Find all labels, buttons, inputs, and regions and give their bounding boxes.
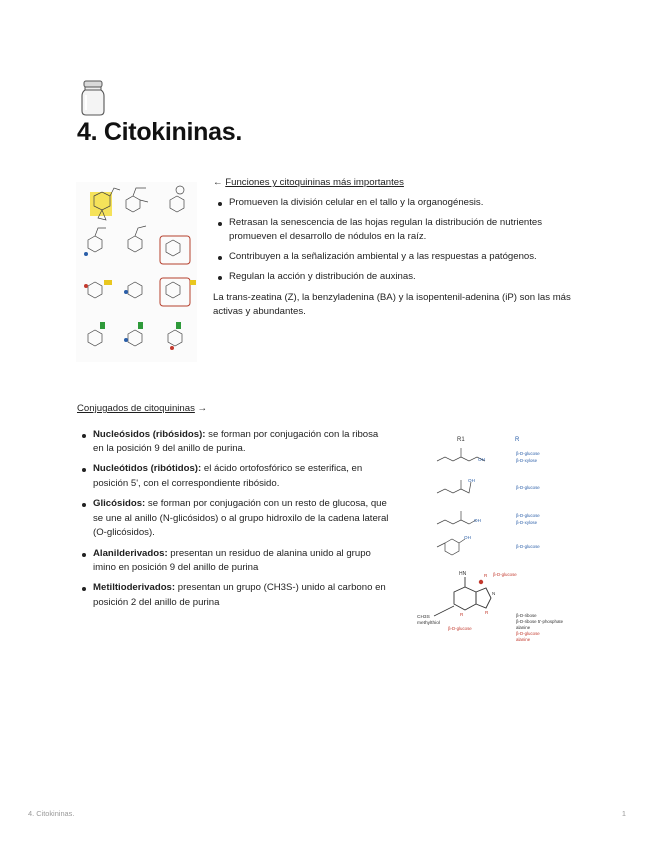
label: alanine	[516, 625, 531, 630]
label: β-D-xylose	[516, 520, 538, 525]
svg-text:N: N	[492, 591, 496, 596]
list-item-text: el ácido ortofosfórico se esterifica, en posición 5', con el correspondiente ribósido.	[93, 463, 363, 489]
list-item-term: Nucleótidos (ribótidos):	[93, 463, 202, 475]
svg-text:R: R	[460, 612, 464, 617]
svg-text:OH: OH	[468, 478, 475, 483]
label: β-D-glucose	[516, 544, 540, 549]
label: β-D-glucose	[493, 572, 517, 577]
label: CH3S	[417, 615, 430, 620]
svg-text:OH: OH	[478, 457, 485, 462]
back-arrow-icon: ←	[213, 177, 223, 188]
page-number: 1	[621, 809, 626, 818]
list-item: Regulan la acción y distribución de auxinas.	[213, 270, 585, 285]
conjugates-section	[77, 402, 389, 616]
footer-title: 4. Citokininas.	[28, 809, 75, 818]
label: β-D-glucose	[516, 485, 540, 490]
label: β-D-ribose 5'-phosphate	[516, 619, 564, 624]
list-item	[77, 428, 389, 457]
functions-section	[213, 176, 585, 320]
active-cytokinins-paragraph: La trans-zeatina (Z), la benzyladenina (BA) y la isopentenil-adenina (iP) son las más activas y abundantes.	[213, 291, 571, 318]
list-item-text: se forman por conjugación con un resto de glucosa, que se une al anillo (N-glicósidos) o al grupo hidroxilo de la cadena lateral (O-glicósidos).	[93, 498, 389, 539]
list-item	[77, 497, 389, 541]
label: β-D-ribose	[516, 613, 537, 618]
label: β-D-glucose	[516, 451, 540, 456]
label: HN	[459, 571, 467, 577]
functions-link-text[interactable]: Funciones y citoquininas más importantes	[225, 177, 404, 188]
list-item-term: Glicósidos:	[93, 498, 146, 510]
label: methylthiol	[417, 621, 440, 626]
conjugates-list	[77, 428, 389, 611]
label: alanine	[516, 637, 531, 642]
functions-link[interactable]	[213, 176, 585, 191]
list-item-term: Metiltioderivados:	[93, 582, 176, 594]
functions-list	[213, 196, 585, 285]
jar-icon	[80, 80, 106, 116]
svg-text:R: R	[485, 610, 489, 615]
list-item-text: presentan un grupo (CH3S-) unido al carbono en posición 2 del anillo de purina	[93, 582, 386, 608]
list-item-term: Nucleósidos (ribósidos):	[93, 428, 206, 440]
list-item: Contribuyen a la señalización ambiental y a las respuestas a patógenos.	[213, 250, 585, 265]
list-item: Promueven la división celular en el tallo y la organogénesis.	[213, 196, 585, 211]
svg-text:β-D-glucose: β-D-glucose	[448, 626, 472, 631]
forward-arrow-icon: →	[197, 403, 208, 414]
label: β-D-glucose	[516, 513, 540, 518]
list-item: Retrasan la senescencia de las hojas regulan la distribución de nutrientes promueven el desarrollo de nódulos en la raíz.	[213, 216, 585, 245]
list-item-text: presentan un residuo de alanina unido al grupo imino en posición 9 del anillo de purina	[93, 547, 371, 574]
list-item	[77, 581, 389, 610]
list-item-term: Alanilderivados:	[93, 547, 168, 559]
cytokinin-structures-figure	[76, 182, 197, 362]
label: β-D-glucose	[516, 631, 540, 636]
svg-text:OH: OH	[474, 518, 481, 523]
label: β-D-xylose	[516, 458, 538, 463]
list-item-text: se forman por conjugación con la ribosa en la posición 9 del anillo de purina.	[93, 428, 379, 455]
header-r1: R1	[457, 437, 465, 443]
list-item	[77, 547, 389, 576]
header-r: R	[515, 437, 520, 443]
list-item	[77, 462, 389, 491]
conjugates-link[interactable]	[77, 402, 389, 417]
conjugates-structure-figure	[412, 430, 592, 642]
svg-text:R: R	[484, 573, 488, 578]
conjugates-link-text[interactable]: Conjugados de citoquininas	[77, 403, 195, 414]
svg-text:OH: OH	[464, 535, 471, 540]
page-title: 4. Citokininas.	[77, 118, 242, 146]
